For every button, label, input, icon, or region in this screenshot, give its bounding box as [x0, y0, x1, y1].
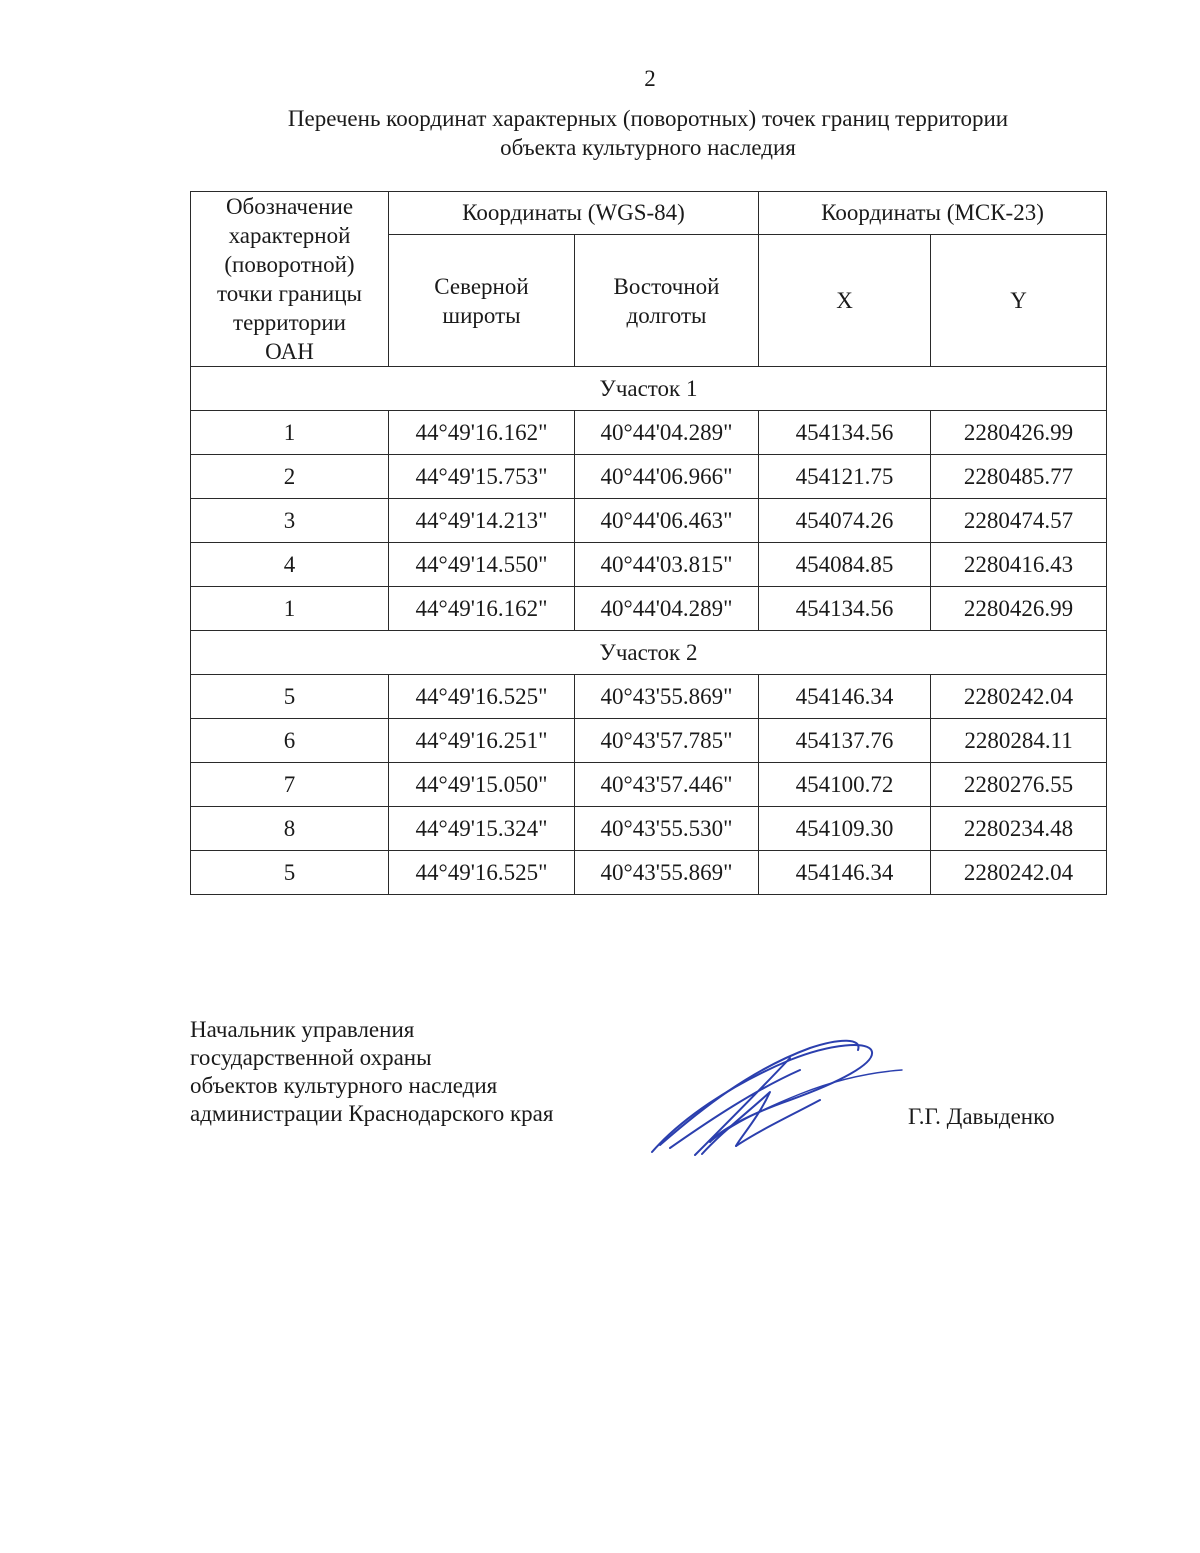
x-cell: 454134.56: [759, 587, 931, 631]
header-point-line: Обозначение: [225, 194, 354, 219]
point-number-cell: 5: [191, 851, 389, 895]
longitude-cell: 40°43'57.785": [575, 719, 759, 763]
x-cell: 454134.56: [759, 411, 931, 455]
y-cell: 2280284.11: [931, 719, 1107, 763]
y-cell: 2280426.99: [931, 587, 1107, 631]
point-number-cell: 1: [191, 587, 389, 631]
header-x: X: [759, 235, 931, 367]
table-row: [191, 543, 1107, 587]
table-row: [191, 851, 1107, 895]
x-cell: 454074.26: [759, 499, 931, 543]
x-cell: 454100.72: [759, 763, 931, 807]
y-cell: 2280242.04: [931, 675, 1107, 719]
longitude-cell: 40°44'04.289": [575, 587, 759, 631]
latitude-cell: 44°49'15.753": [389, 455, 575, 499]
latitude-cell: 44°49'16.525": [389, 851, 575, 895]
y-cell: 2280234.48: [931, 807, 1107, 851]
table-row: [191, 411, 1107, 455]
latitude-cell: 44°49'16.251": [389, 719, 575, 763]
table-row: [191, 587, 1107, 631]
table-row: [191, 719, 1107, 763]
header-latitude: [389, 235, 575, 367]
table-row: [191, 499, 1107, 543]
header-longitude: [575, 235, 759, 367]
signer-name: Г.Г. Давыденко: [908, 1104, 1055, 1129]
table-body: [191, 367, 1107, 895]
header-longitude-line: долготы: [626, 302, 707, 328]
header-y: Y: [931, 235, 1107, 367]
x-cell: 454137.76: [759, 719, 931, 763]
table-row: [191, 763, 1107, 807]
point-number-cell: 7: [191, 763, 389, 807]
signatory-line: объектов культурного наследия: [190, 1073, 498, 1098]
header-latitude-line: Северной: [434, 273, 529, 299]
longitude-cell: 40°44'06.966": [575, 455, 759, 499]
y-cell: 2280474.57: [931, 499, 1107, 543]
latitude-cell: 44°49'16.162": [389, 587, 575, 631]
section-row: [191, 631, 1107, 675]
x-cell: 454084.85: [759, 543, 931, 587]
latitude-cell: 44°49'16.525": [389, 675, 575, 719]
coordinates-table: [190, 191, 1107, 895]
longitude-cell: 40°44'03.815": [575, 543, 759, 587]
section-row: [191, 367, 1107, 411]
longitude-cell: 40°43'55.530": [575, 807, 759, 851]
latitude-cell: 44°49'14.213": [389, 499, 575, 543]
point-number-cell: 4: [191, 543, 389, 587]
signatory-line: Начальник управления: [190, 1017, 415, 1042]
page-number: 2: [644, 66, 656, 91]
header-latitude-line: широты: [442, 302, 521, 328]
header-point-line: ОАН: [265, 339, 314, 364]
table-row: [191, 675, 1107, 719]
header-msk23: Координаты (МСК-23): [759, 192, 1107, 235]
x-cell: 454121.75: [759, 455, 931, 499]
point-number-cell: 2: [191, 455, 389, 499]
point-number-cell: 8: [191, 807, 389, 851]
document-title: [190, 104, 1106, 162]
longitude-cell: 40°44'04.289": [575, 411, 759, 455]
x-cell: 454146.34: [759, 675, 931, 719]
handwritten-signature: [640, 1030, 910, 1170]
title-line-2: объекта культурного наследия: [500, 135, 796, 160]
title-line-1: Перечень координат характерных (поворотных) точек границ территории: [287, 106, 1009, 131]
point-number-cell: 1: [191, 411, 389, 455]
longitude-cell: 40°43'55.869": [575, 675, 759, 719]
signatory-position: [190, 1016, 553, 1128]
header-point-line: характерной: [228, 223, 351, 248]
x-cell: 454146.34: [759, 851, 931, 895]
latitude-cell: 44°49'15.050": [389, 763, 575, 807]
y-cell: 2280416.43: [931, 543, 1107, 587]
y-cell: 2280426.99: [931, 411, 1107, 455]
longitude-cell: 40°44'06.463": [575, 499, 759, 543]
table-row: [191, 807, 1107, 851]
point-number-cell: 5: [191, 675, 389, 719]
y-cell: 2280242.04: [931, 851, 1107, 895]
longitude-cell: 40°43'55.869": [575, 851, 759, 895]
longitude-cell: 40°43'57.446": [575, 763, 759, 807]
section-label: Участок 2: [191, 631, 1107, 675]
header-point-designation: [191, 192, 389, 367]
header-wgs84: Координаты (WGS-84): [389, 192, 759, 235]
header-longitude-line: Восточной: [613, 273, 720, 299]
point-number-cell: 3: [191, 499, 389, 543]
header-point-line: территории: [233, 310, 346, 335]
signatory-line: государственной охраны: [190, 1045, 432, 1070]
header-point-line: точки границы: [217, 281, 362, 306]
latitude-cell: 44°49'14.550": [389, 543, 575, 587]
y-cell: 2280276.55: [931, 763, 1107, 807]
table-row: [191, 455, 1107, 499]
signatory-line: администрации Краснодарского края: [190, 1101, 554, 1126]
point-number-cell: 6: [191, 719, 389, 763]
section-label: Участок 1: [191, 367, 1107, 411]
header-point-line: (поворотной): [224, 252, 355, 277]
latitude-cell: 44°49'15.324": [389, 807, 575, 851]
x-cell: 454109.30: [759, 807, 931, 851]
latitude-cell: 44°49'16.162": [389, 411, 575, 455]
y-cell: 2280485.77: [931, 455, 1107, 499]
